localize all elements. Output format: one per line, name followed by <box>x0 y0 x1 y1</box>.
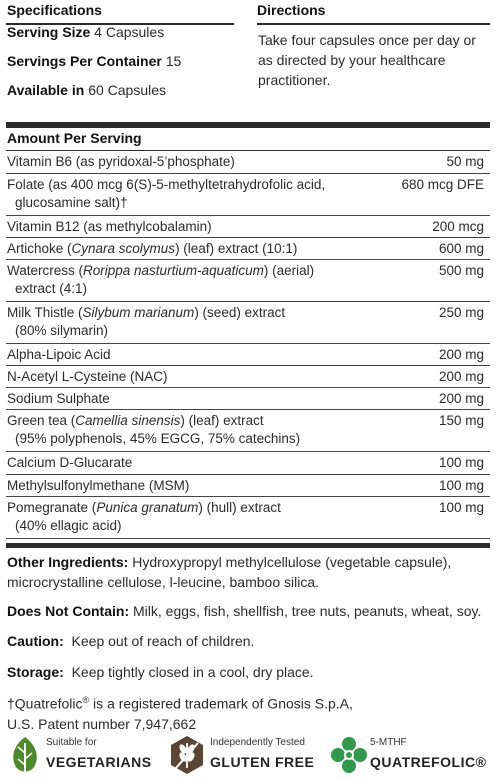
ingredient-amount: 200 mg <box>438 391 484 406</box>
ingredient-name-pre: Watercress ( <box>7 263 84 278</box>
ingredient-name-line: N-Acetyl L-Cysteine (NAC) <box>7 369 168 384</box>
ingredient-amount: 200 mg <box>438 347 484 362</box>
leaf-icon <box>6 735 44 775</box>
storage <box>7 662 489 682</box>
ingredient-amount: 50 mg <box>446 154 484 169</box>
table-row <box>6 302 490 344</box>
servings-value: 15 <box>165 53 182 69</box>
trademark-line2: U.S. Patent number 7,947,662 <box>7 715 197 732</box>
ingredient-name-line: Vitamin B12 (as methylcobalamin) <box>7 219 212 234</box>
ingredient-name-post: ) (seed) extract <box>194 305 286 320</box>
ingredient-name <box>7 499 397 535</box>
available-value: 60 Capsules <box>88 82 167 98</box>
ingredient-name-continued: extract (4:1) <box>15 281 88 296</box>
ingredient-name-line: Vitamin B6 (as pyridoxal-5’phosphate) <box>7 154 235 169</box>
ingredient-name-line: Calcium D-Glucarate <box>7 455 133 470</box>
directions-text: Take four capsules once per day or as directed by your healthcare practitioner. <box>258 32 476 88</box>
ingredient-name-line: Alpha-Lipoic Acid <box>7 347 111 362</box>
does-not-contain <box>7 601 489 621</box>
table-row <box>6 452 490 475</box>
ingredient-name <box>7 218 397 236</box>
ingredient-name-line: Sodium Sulphate <box>7 391 110 406</box>
gluten-small: Independently Tested <box>210 737 305 748</box>
ingredient-name-pre: Green tea ( <box>7 413 76 428</box>
quatrefolic-badge <box>330 735 490 775</box>
ingredient-amount: 100 mg <box>438 478 484 493</box>
ingredient-name-continued: (95% polyphenols, 45% EGCG, 75% catechins) <box>15 431 301 446</box>
ingredient-name <box>7 304 397 340</box>
table-bottom-rule <box>6 543 490 548</box>
gluten-big: GLUTEN FREE <box>210 754 315 770</box>
available-in <box>7 81 166 99</box>
ingredient-name <box>7 153 397 171</box>
other-ingredients <box>7 552 489 592</box>
ingredient-name-line: Methylsulfonylmethane (MSM) <box>7 478 190 493</box>
caution-label: Caution: <box>7 633 64 649</box>
table-row <box>6 238 490 260</box>
table-row <box>6 388 490 410</box>
ingredient-amount: 150 mg <box>438 413 484 428</box>
table-row <box>6 174 490 216</box>
ingredient-name-post: ) (leaf) extract (10:1) <box>175 241 298 256</box>
ingredient-name-continued: (80% silymarin) <box>15 323 109 338</box>
directions-divider <box>257 23 490 25</box>
vegetarian-badge <box>6 735 166 775</box>
caution-text: Keep out of reach of children. <box>71 633 255 649</box>
table-row <box>6 475 490 497</box>
ingredient-name <box>7 412 397 448</box>
ingredient-latin-name: Silybum marianum <box>82 305 195 320</box>
ingredient-name <box>7 176 397 212</box>
ingredient-name-post: ) (aerial) <box>263 263 315 278</box>
servings-per-container <box>7 52 181 70</box>
vegetarian-big: VEGETARIANS <box>46 754 152 770</box>
ingredient-name-pre: Milk Thistle ( <box>7 305 83 320</box>
registered-mark: ® <box>82 695 90 705</box>
ingredient-latin-name: Camellia sinensis <box>75 413 181 428</box>
ingredient-amount: 680 mcg DFE <box>401 177 484 192</box>
serving-size-label: Serving Size <box>7 24 91 40</box>
does-not-contain-label: Does Not Contain: <box>7 603 130 619</box>
table-row <box>6 260 490 302</box>
other-ingredients-label: Other Ingredients: <box>7 554 129 570</box>
ingredient-latin-name: Rorippa nasturtium-aquaticum <box>83 263 264 278</box>
table-row <box>6 366 490 388</box>
servings-label: Servings Per Container <box>7 53 162 69</box>
serving-size <box>7 23 164 41</box>
ingredient-amount: 500 mg <box>438 263 484 278</box>
trademark-line1-pre: †Quatrefolic <box>7 695 83 712</box>
table-row <box>6 216 490 238</box>
ingredient-name-line <box>7 241 297 256</box>
ingredient-name-post: ) (hull) extract <box>198 500 281 515</box>
ingredient-name-continued: glucosamine salt)† <box>15 195 128 210</box>
trademark-line1-post: is a registered trademark of Gnosis S.p.A, <box>89 695 353 712</box>
amount-per-serving-heading: Amount Per Serving <box>7 130 142 146</box>
mthf-small: 5-MTHF <box>370 737 407 748</box>
clover-icon <box>330 735 368 775</box>
ingredient-name-pre: Pomegranate ( <box>7 500 97 515</box>
wheat-icon <box>168 735 206 775</box>
ingredient-name-line <box>7 263 314 278</box>
ingredient-amount: 200 mcg <box>432 219 484 234</box>
supplement-facts-table <box>6 151 490 539</box>
ingredient-amount: 600 mg <box>438 241 484 256</box>
available-label: Available in <box>7 82 85 98</box>
ingredient-name <box>7 390 397 408</box>
ingredient-amount: 100 mg <box>438 455 484 470</box>
ingredient-name <box>7 262 397 298</box>
ingredient-amount: 250 mg <box>438 305 484 320</box>
table-row <box>6 151 490 174</box>
other-ingredients-text: Hydroxypropyl methylcellulose (vegetable capsule), microcrystalline cellulose, l-leucine, bamboo silica. <box>7 554 452 590</box>
ingredient-name-continued: (40% ellagic acid) <box>15 518 122 533</box>
ingredient-name <box>7 346 397 364</box>
gluten-free-badge <box>168 735 326 775</box>
storage-text: Keep tightly closed in a cool, dry place. <box>71 664 314 680</box>
does-not-contain-text: Milk, eggs, fish, shellfish, tree nuts, peanuts, wheat, soy. <box>133 603 482 619</box>
ingredient-latin-name: Cynara scolymus <box>71 241 176 256</box>
ingredient-name <box>7 454 397 472</box>
ingredient-name-line <box>7 500 281 515</box>
ingredient-name <box>7 477 397 495</box>
table-row <box>6 497 490 539</box>
storage-label: Storage: <box>7 664 64 680</box>
ingredient-amount: 200 mg <box>438 369 484 384</box>
ingredient-name <box>7 240 397 258</box>
ingredient-name-line <box>7 305 285 320</box>
ingredient-name-line: Folate (as 400 mcg 6(S)-5-methyltetrahydrofolic acid, <box>7 177 326 192</box>
serving-size-value: 4 Capsules <box>94 24 165 40</box>
ingredient-name-pre: Artichoke ( <box>7 241 72 256</box>
directions-heading: Directions <box>257 2 326 18</box>
table-top-rule <box>6 122 490 128</box>
ingredient-name <box>7 368 397 386</box>
specifications-heading: Specifications <box>7 2 102 18</box>
mthf-big: QUATREFOLIC® <box>370 754 487 770</box>
ingredient-name-post: ) (leaf) extract <box>180 413 264 428</box>
table-row <box>6 344 490 366</box>
ingredient-amount: 100 mg <box>438 500 484 515</box>
ingredient-latin-name: Punica granatum <box>96 500 199 515</box>
ingredient-name-line <box>7 413 264 428</box>
vegetarian-small: Suitable for <box>46 737 97 748</box>
trademark-note <box>7 690 489 734</box>
caution <box>7 631 489 651</box>
table-row <box>6 410 490 452</box>
